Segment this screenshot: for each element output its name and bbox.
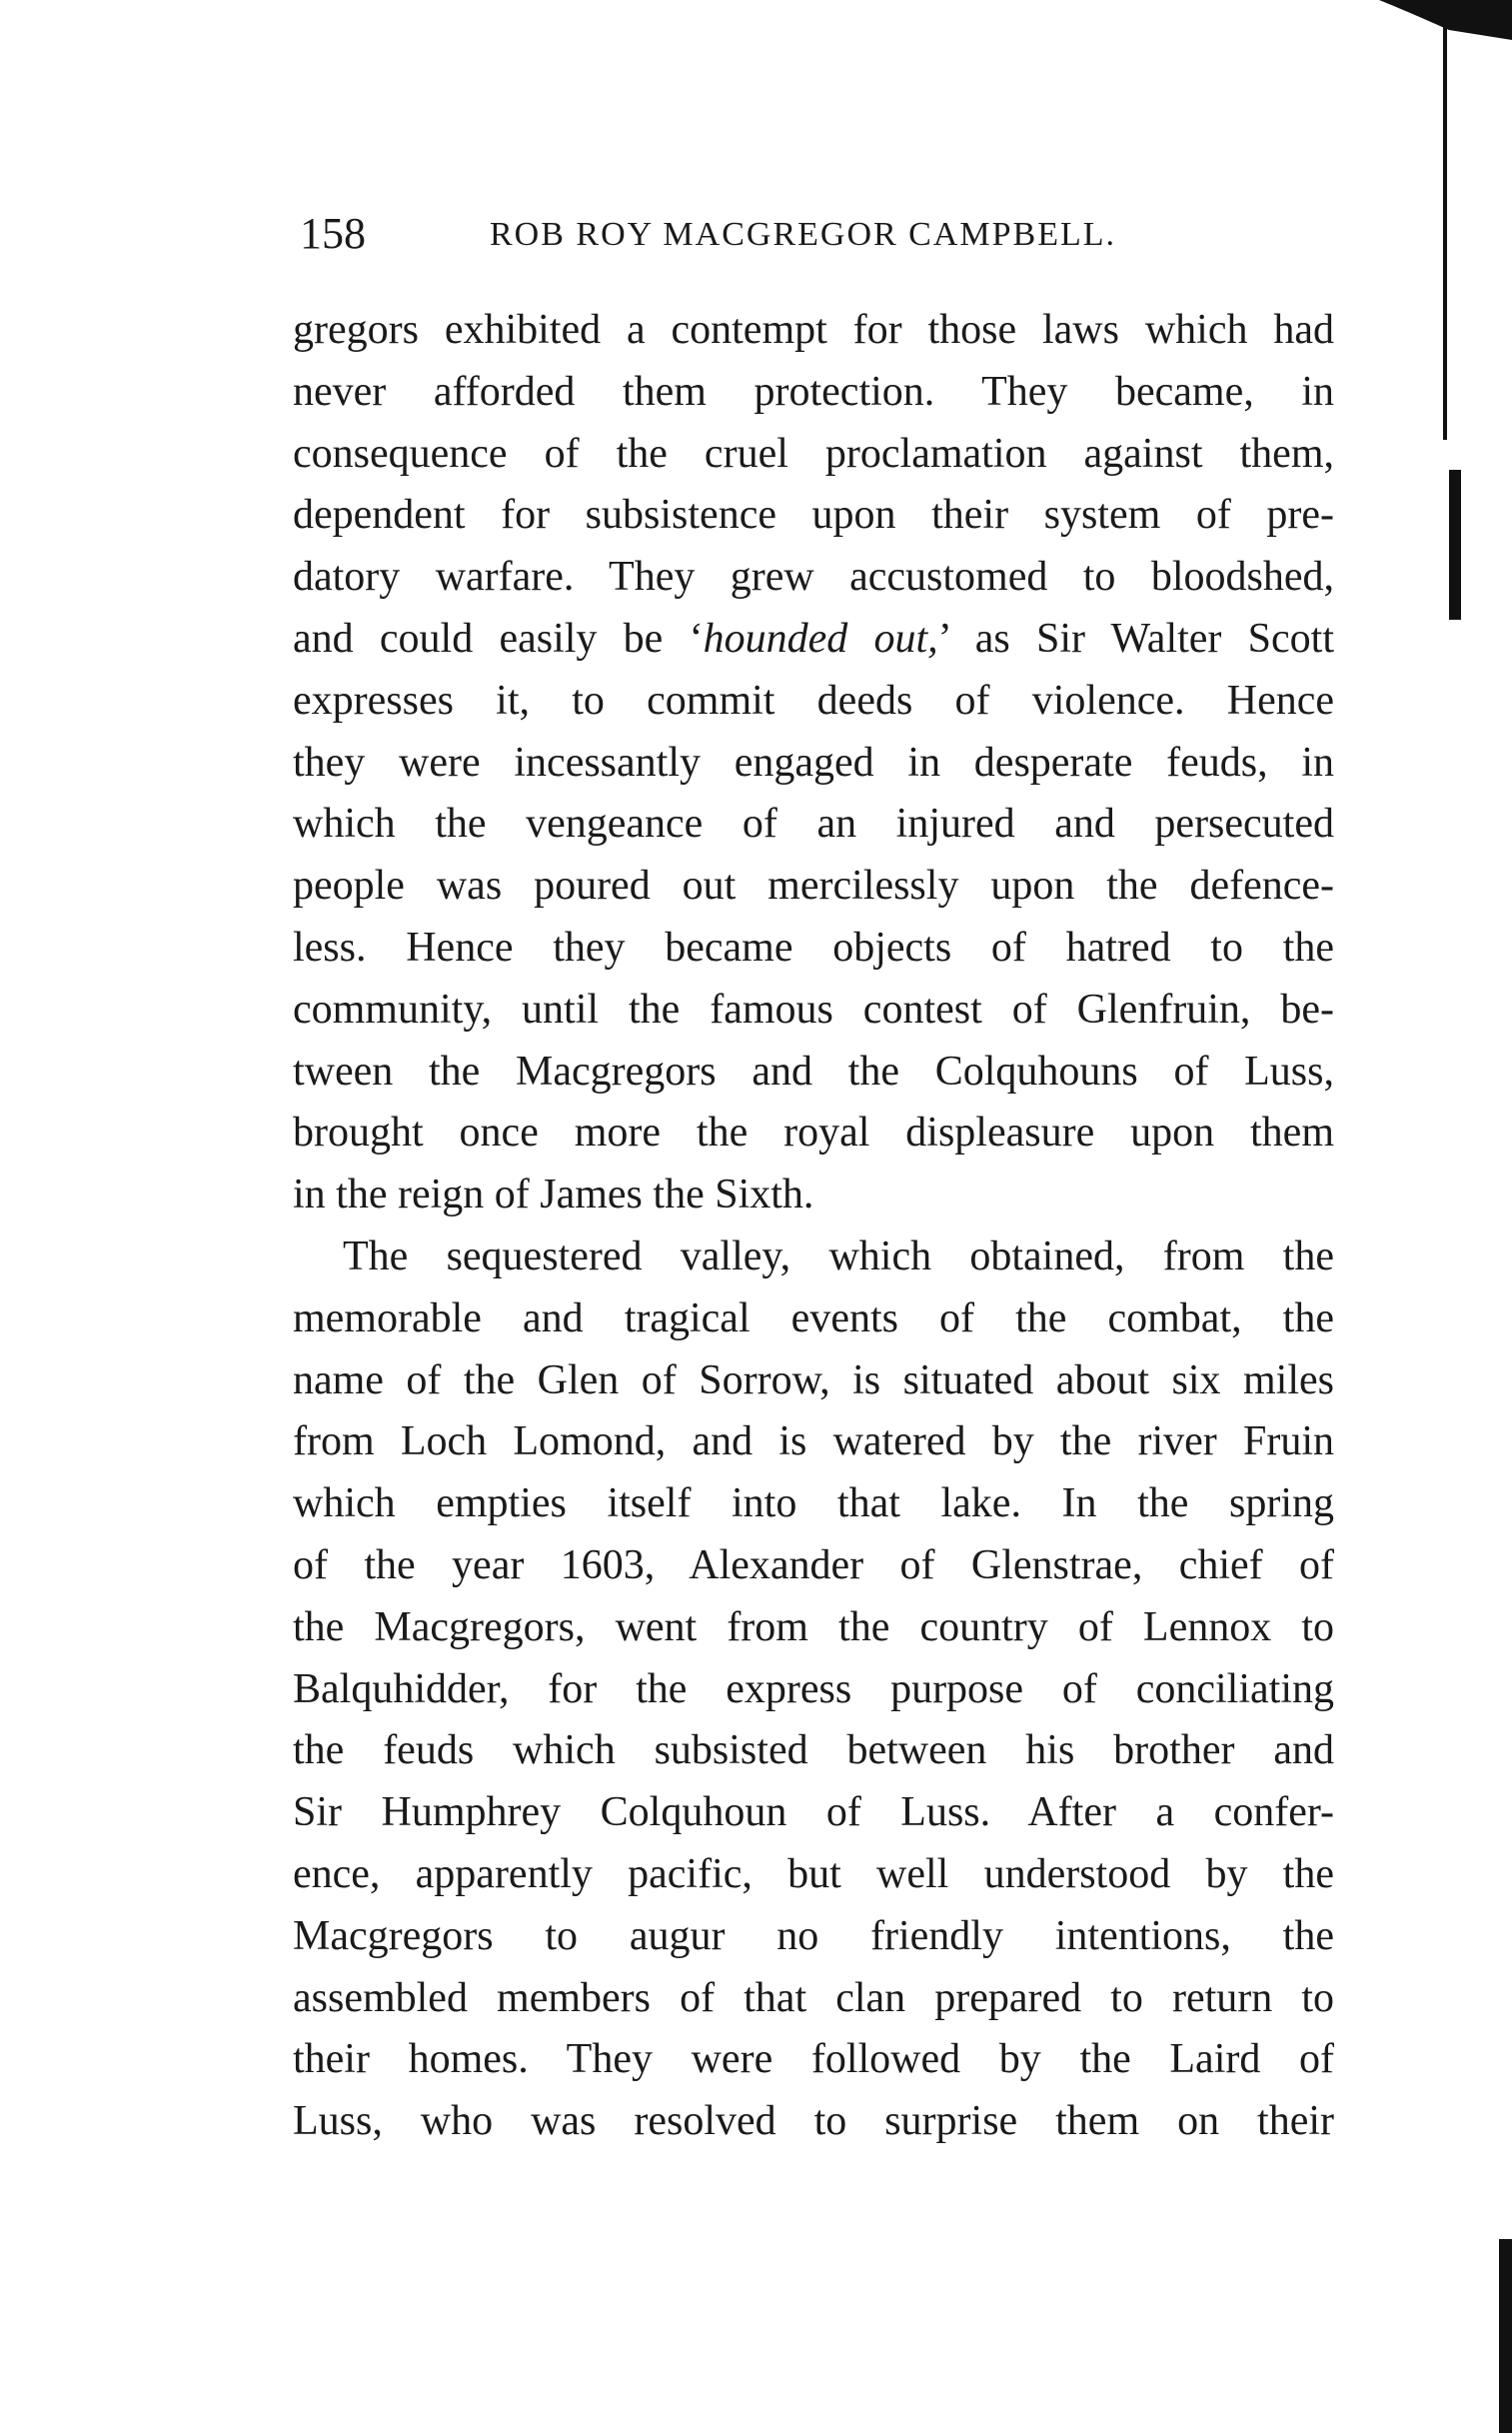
text-line: in the reign of James the Sixth. <box>293 1172 814 1218</box>
running-header <box>300 208 1339 268</box>
text-line: less. Hence they became objects of hatred to the <box>293 924 1334 971</box>
text-line: tween the Macgregors and the Colquhouns of Luss, <box>293 1048 1334 1095</box>
text-line: name of the Glen of Sorrow, is situated about six miles <box>293 1356 1334 1403</box>
text-line: they were incessantly engaged in desperate feuds, in <box>293 739 1334 786</box>
text-line: ence, apparently pacific, but well understood by the <box>293 1850 1334 1897</box>
page-body <box>293 300 1334 2153</box>
text-line: brought once more the royal displeasure upon them <box>293 1110 1334 1157</box>
text-line: assembled members of that clan prepared to return to <box>293 1974 1334 2021</box>
paragraph <box>293 300 1334 1226</box>
running-title: ROB ROY MACGREGOR CAMPBELL. <box>490 216 1117 253</box>
text-line: community, until the famous contest of Glenfruin, be- <box>293 986 1334 1033</box>
text-line: Macgregors to augur no friendly intentions, the <box>293 1912 1334 1959</box>
text-line: of the year 1603, Alexander of Glenstrae, chief of <box>293 1541 1334 1588</box>
text-line: Luss, who was resolved to surprise them on their <box>293 2098 1334 2145</box>
binding-edge-bar <box>1449 470 1461 620</box>
text-line <box>293 609 1334 671</box>
page-number: 158 <box>300 209 366 258</box>
paragraph <box>293 1226 1334 2153</box>
text-line: the Macgregors, went from the country of Lennox to <box>293 1603 1334 1650</box>
text-line: Balquhidder, for the express purpose of conciliating <box>293 1665 1334 1712</box>
text-line: from Loch Lomond, and is watered by the river Fruin <box>293 1418 1334 1465</box>
text-line: dependent for subsistence upon their system of pre- <box>293 492 1334 539</box>
text-segment: ’ as Sir Walter Scott <box>937 615 1335 662</box>
text-line: their homes. They were followed by the Laird of <box>293 2036 1334 2083</box>
text-segment: and could easily be ‘ <box>293 615 704 662</box>
binding-edge-line <box>1443 20 1447 440</box>
text-line: expresses it, to commit deeds of violence. Hence <box>293 677 1334 724</box>
text-line: consequence of the cruel proclamation against them, <box>293 430 1334 477</box>
text-line: datory warfare. They grew accustomed to bloodshed, <box>293 554 1334 601</box>
text-line: never afforded them protection. They became, in <box>293 368 1334 415</box>
text-line: which empties itself into that lake. In the spring <box>293 1480 1334 1527</box>
text-line: gregors exhibited a contempt for those laws which had <box>293 307 1334 353</box>
italic-quote: hounded out, <box>703 615 938 662</box>
text-line: which the vengeance of an injured and persecuted <box>293 801 1334 848</box>
text-line: people was poured out mercilessly upon the defence- <box>293 863 1334 910</box>
binding-edge-bar <box>1499 2239 1512 2433</box>
text-line: memorable and tragical events of the combat, the <box>293 1294 1334 1341</box>
text-line: Sir Humphrey Colquhoun of Luss. After a confer- <box>293 1789 1334 1836</box>
text-line: the feuds which subsisted between his brother and <box>293 1727 1334 1774</box>
text-line: The sequestered valley, which obtained, from the <box>343 1232 1334 1279</box>
